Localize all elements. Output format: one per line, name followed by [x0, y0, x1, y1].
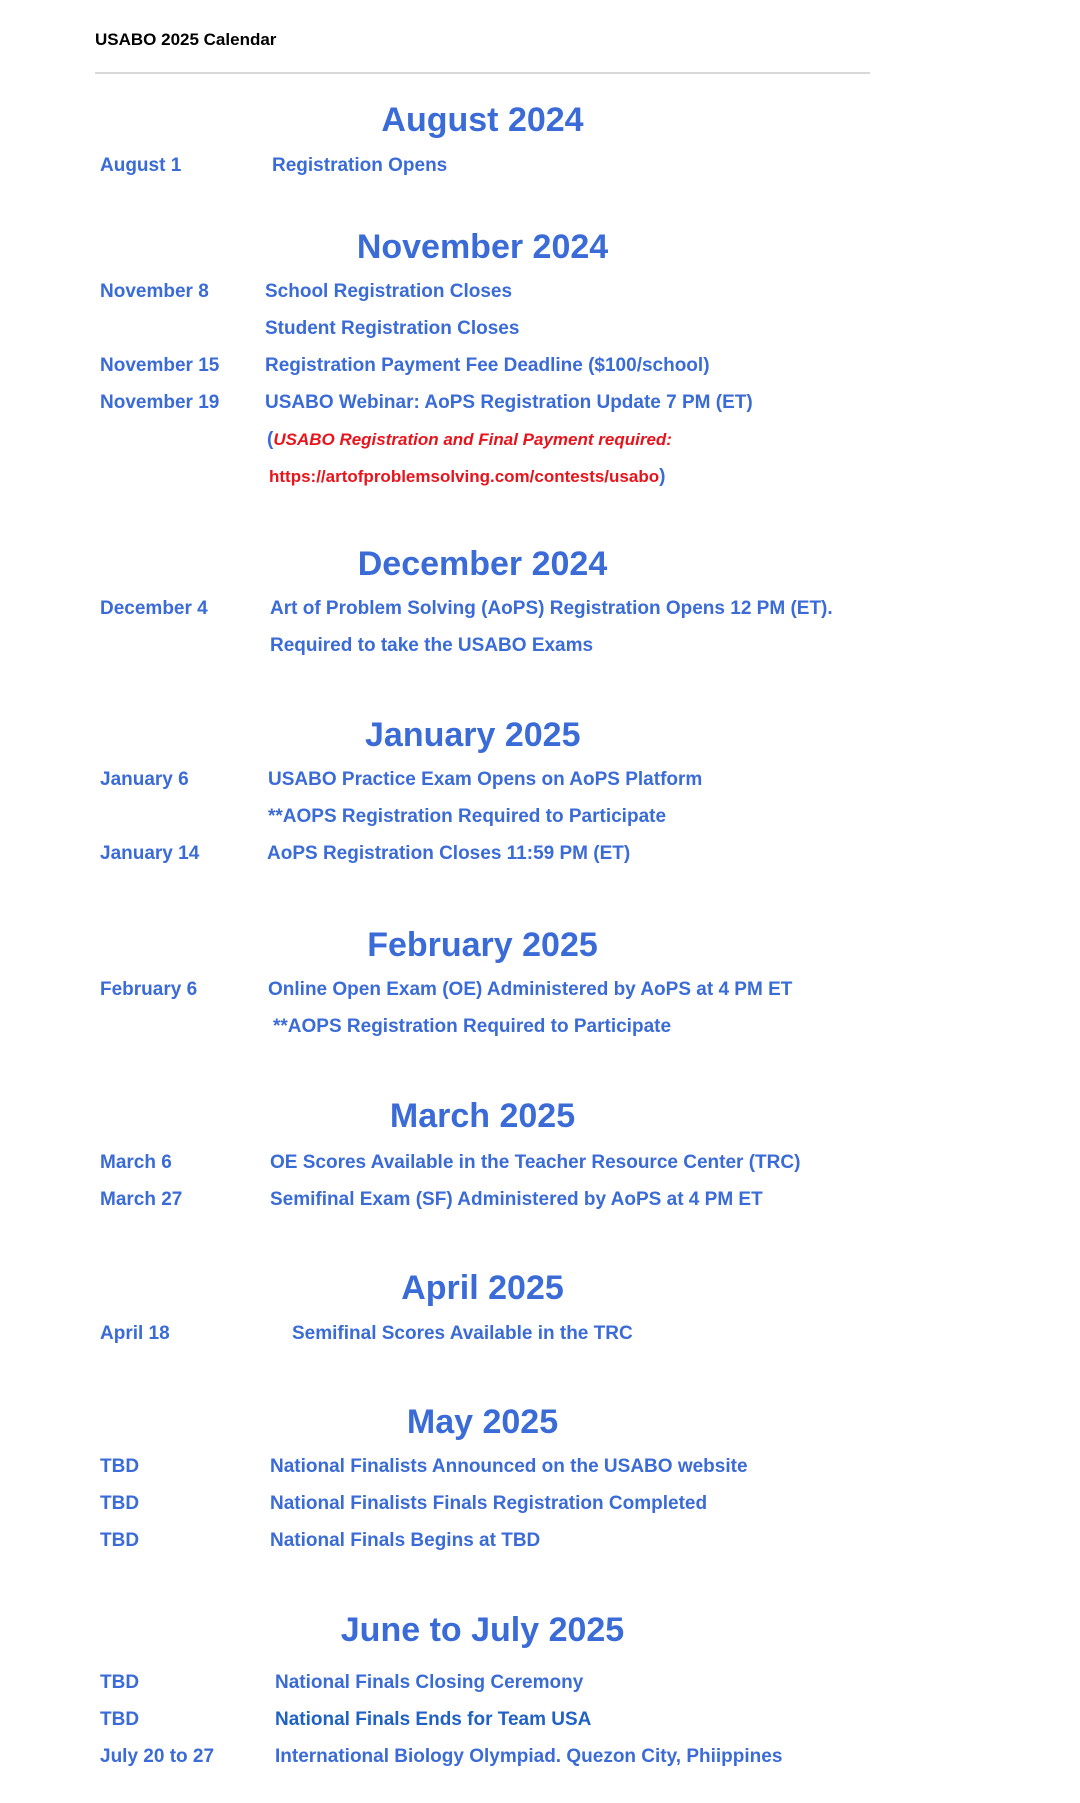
month-heading: August 2024 [381, 101, 584, 139]
calendar-row [95, 1672, 870, 1709]
row-event: School Registration Closes [265, 281, 513, 302]
month-heading: February 2025 [367, 926, 598, 964]
row-date: March 6 [100, 1152, 172, 1173]
calendar-row [95, 155, 870, 192]
calendar-row [95, 1493, 870, 1530]
note-italic-text: USABO Registration and Final Payment required: [273, 430, 672, 449]
row-event: International Biology Olympiad. Quezon City, Phiippines [275, 1746, 783, 1767]
row-date: April 18 [100, 1323, 170, 1344]
calendar-row [95, 1746, 870, 1783]
row-event: Student Registration Closes [265, 318, 520, 339]
calendar-row [95, 1456, 870, 1493]
section-february-2025 [95, 925, 870, 1053]
calendar-row [95, 355, 870, 392]
row-event: Semifinal Exam (SF) Administered by AoPS at 4 PM ET [270, 1189, 763, 1210]
calendar-row [95, 281, 870, 318]
section-august-2024 [95, 100, 870, 192]
row-date: TBD [100, 1709, 140, 1730]
calendar-row [95, 1189, 870, 1226]
month-heading: December 2024 [357, 545, 608, 583]
row-event: OE Scores Available in the Teacher Resource Center (TRC) [270, 1152, 801, 1173]
row-date: August 1 [100, 155, 182, 176]
calendar-row [95, 1152, 870, 1189]
section-january-2025 [95, 715, 870, 880]
row-event: National Finals Closing Ceremony [275, 1672, 584, 1693]
row-event: Registration Payment Fee Deadline ($100/school) [265, 355, 710, 376]
row-date: TBD [100, 1530, 140, 1551]
row-date: January 6 [100, 769, 189, 790]
row-event: Registration Opens [272, 155, 448, 176]
section-april-2025 [95, 1268, 870, 1360]
registration-note [95, 429, 870, 466]
aops-usabo-link[interactable]: https://artofproblemsolving.com/contests/usabo [269, 467, 660, 486]
row-event: USABO Practice Exam Opens on AoPS Platform [268, 769, 703, 790]
row-date: November 19 [100, 392, 220, 413]
row-event: AoPS Registration Closes 11:59 PM (ET) [267, 843, 631, 864]
calendar-row [95, 769, 870, 806]
row-event: USABO Webinar: AoPS Registration Update 7 PM (ET) [265, 392, 753, 413]
row-date: TBD [100, 1493, 140, 1514]
row-event: Required to take the USABO Exams [270, 635, 594, 656]
note-close-paren: ) [659, 466, 666, 487]
section-june-july-2025 [95, 1610, 870, 1783]
row-date: TBD [100, 1456, 140, 1477]
month-heading: May 2025 [406, 1403, 559, 1441]
row-event: Semifinal Scores Available in the TRC [292, 1323, 633, 1344]
section-december-2024 [95, 544, 870, 672]
section-march-2025 [95, 1096, 870, 1226]
month-heading: March 2025 [389, 1097, 576, 1135]
row-date: March 27 [100, 1189, 183, 1210]
calendar-row [95, 806, 870, 843]
row-date: December 4 [100, 598, 208, 619]
calendar-row [95, 318, 870, 355]
row-date: TBD [100, 1672, 140, 1693]
row-event: **AOPS Registration Required to Participate [273, 1016, 672, 1037]
calendar-row [95, 635, 870, 672]
section-may-2025 [95, 1402, 870, 1567]
month-heading: November 2024 [356, 228, 609, 266]
calendar-row [95, 598, 870, 635]
page-title: USABO 2025 Calendar [95, 30, 277, 49]
row-date: February 6 [100, 979, 198, 1000]
registration-link-row [95, 466, 870, 503]
calendar-row [95, 1323, 870, 1360]
row-event: National Finals Ends for Team USA [275, 1709, 592, 1730]
row-event: Online Open Exam (OE) Administered by AoPS at 4 PM ET [268, 979, 793, 1000]
calendar-row [95, 979, 870, 1016]
row-event: National Finals Begins at TBD [270, 1530, 541, 1551]
month-heading: April 2025 [401, 1269, 564, 1307]
calendar-row [95, 392, 870, 429]
row-event: National Finalists Finals Registration Completed [270, 1493, 708, 1514]
calendar-row [95, 1016, 870, 1053]
calendar-row [95, 843, 870, 880]
title-divider [95, 72, 870, 74]
row-event: Art of Problem Solving (AoPS) Registration Opens 12 PM (ET). [270, 598, 833, 619]
note-open-paren: ( [267, 429, 274, 450]
row-date: November 15 [100, 355, 220, 376]
row-date: July 20 to 27 [100, 1746, 215, 1767]
calendar-row [95, 1709, 870, 1746]
row-date: November 8 [100, 281, 209, 302]
month-heading: June to July 2025 [340, 1611, 625, 1649]
section-november-2024 [95, 227, 870, 503]
row-date: January 14 [100, 843, 200, 864]
calendar-row [95, 1530, 870, 1567]
row-event: National Finalists Announced on the USABO website [270, 1456, 748, 1477]
month-heading: January 2025 [365, 716, 581, 754]
row-event: **AOPS Registration Required to Participate [268, 806, 667, 827]
